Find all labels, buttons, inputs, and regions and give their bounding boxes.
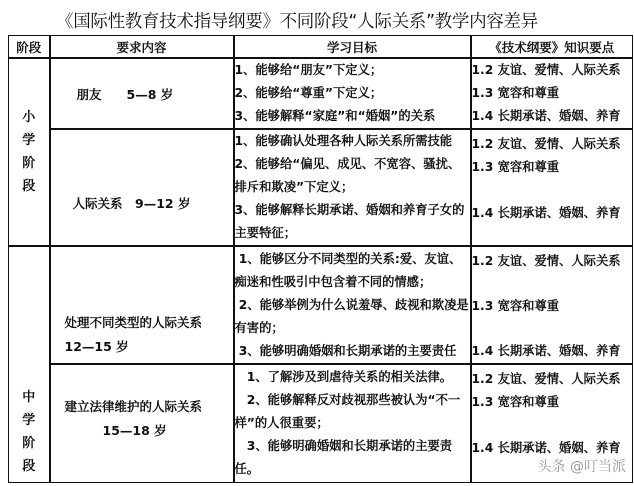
- header-knowledge: 《技术纲要》知识要点: [471, 36, 633, 59]
- table-row: [9, 246, 633, 364]
- requirement-cell: 朋友 5—8 岁: [50, 58, 234, 129]
- document-title: 《国际性教育技术指导纲要》不同阶段“人际关系”教学内容差异: [56, 12, 538, 32]
- table-row: [9, 129, 633, 246]
- curriculum-table: [8, 35, 633, 483]
- goals-cell: 1、能够给“朋友”下定义； 2、能够给“尊重”下定义； 3、能够解释“家庭”和“婚姻”的关系: [234, 58, 471, 129]
- goals-cell: 1、能够确认处理各种人际关系所需技能 2、能够给“偏见、成见、不宽容、骚扰、排斥和欺凌”下定义； 3、能够解释长期承诺、婚姻和养育子女的主要特征；: [234, 129, 471, 246]
- table-row: [9, 58, 633, 129]
- requirement-cell: 人际关系 9—12 岁: [50, 129, 234, 246]
- stage-secondary: 中 学 阶 段: [9, 246, 50, 482]
- requirement-cell: 处理不同类型的人际关系 12—15 岁: [50, 246, 234, 364]
- goals-cell: 1、能够区分不同类型的关系:爱、友谊、痴迷和性吸引中包含着不同的情感； 2、能够举例为什么说羞辱、歧视和欺凌是有害的； 3、能够明确婚姻和长期承诺的主要责任: [234, 246, 471, 364]
- knowledge-cell: 1.2 友谊、爱情、人际关系 1.3 宽容和尊重 1.4 长期承诺、婚姻、养育: [471, 364, 633, 482]
- table-header-row: [9, 36, 633, 59]
- header-stage: 阶段: [9, 36, 50, 59]
- header-requirement: 要求内容: [50, 36, 234, 59]
- knowledge-cell: 1.2 友谊、爱情、人际关系 1.3 宽容和尊重 1.4 长期承诺、婚姻、养育: [471, 246, 633, 364]
- knowledge-cell: 1.2 友谊、爱情、人际关系 1.3 宽容和尊重 1.4 长期承诺、婚姻、养育: [471, 58, 633, 129]
- knowledge-cell: 1.2 友谊、爱情、人际关系 1.3 宽容和尊重 1.4 长期承诺、婚姻、养育: [471, 129, 633, 246]
- watermark-text: 头条 @叮当派: [537, 459, 626, 475]
- requirement-cell: 建立法律维护的人际关系 15—18 岁: [50, 364, 234, 482]
- header-goals: 学习目标: [234, 36, 471, 59]
- stage-primary: 小 学 阶 段: [9, 58, 50, 246]
- goals-cell: 1、了解涉及到虐待关系的相关法律。 2、能够解释反对歧视那些被认为“不一样”的人很重要； 3、能够明确婚姻和长期承诺的主要责任。: [234, 364, 471, 482]
